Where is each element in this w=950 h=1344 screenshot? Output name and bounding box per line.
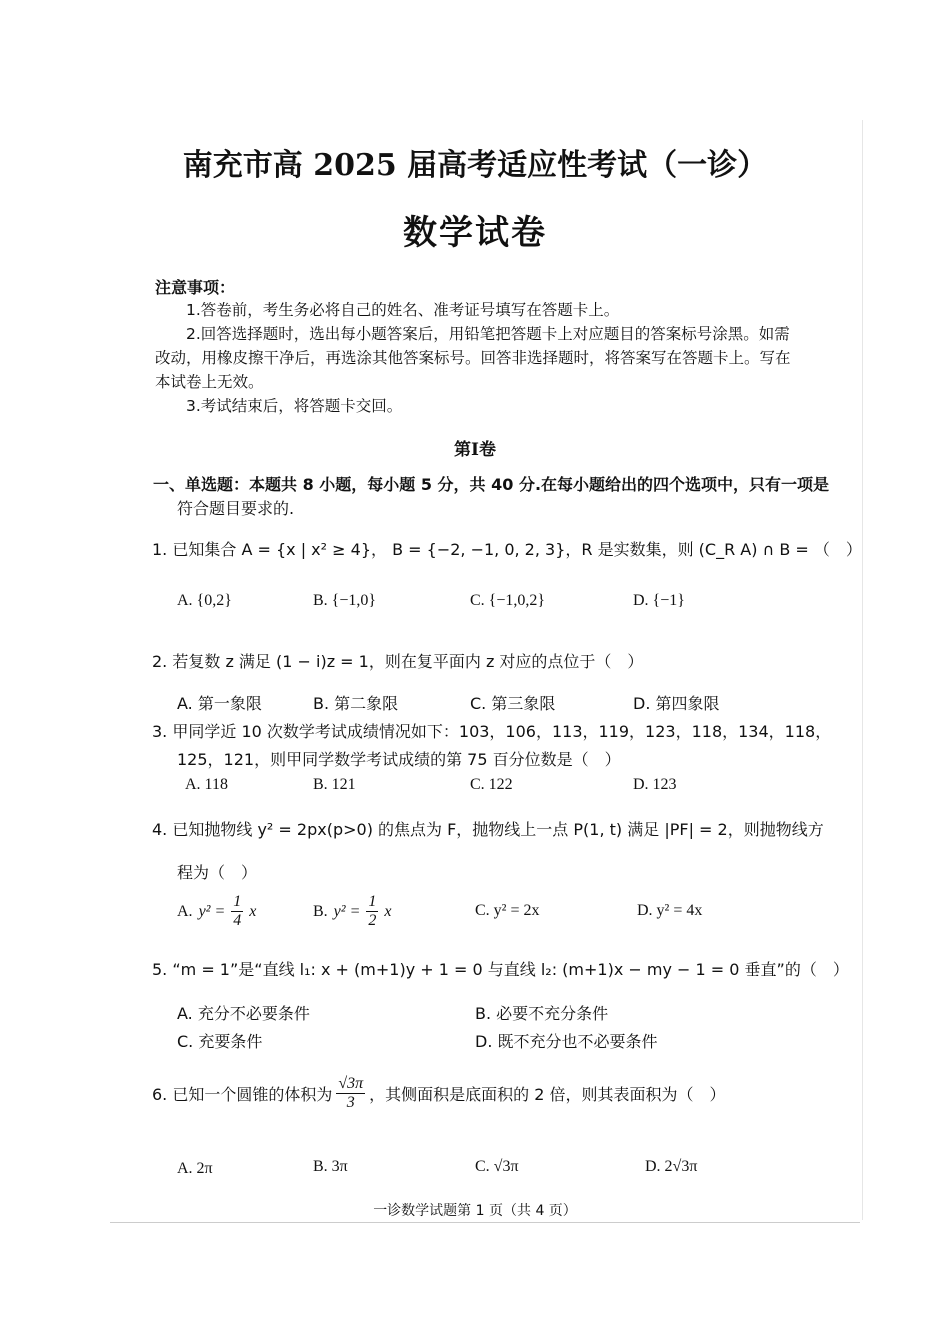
question-6-option-d: D. 2√3π: [645, 1158, 698, 1175]
note-item: 1.答卷前，考生务必将自己的姓名、准考证号填写在答题卡上。: [186, 301, 620, 319]
question-6-option-c: C. √3π: [475, 1158, 519, 1175]
question-1-option-c: C. {−1,0,2}: [470, 592, 546, 609]
question-6-stem: [152, 1075, 726, 1112]
section-heading: 第Ⅰ卷: [454, 440, 496, 460]
numerator: √3π: [338, 1075, 364, 1092]
question-2-option-c: C. 第三象限: [470, 694, 556, 713]
exam-subtitle: 数学试卷: [403, 213, 547, 253]
question-3-stem: 3. 甲同学近 10 次数学考试成绩情况如下：103，106，113，119，123，118，134，118，: [152, 722, 832, 741]
question-6-option-b: B. 3π: [313, 1158, 348, 1175]
question-3-option-a: A. 118: [185, 776, 228, 793]
page-footer: 一诊数学试题第 1 页（共 4 页）: [373, 1203, 577, 1219]
notes-heading: 注意事项：: [155, 278, 236, 297]
question-3-option-d: D. 123: [633, 776, 677, 793]
stem-text: 6. 已知一个圆锥的体积为: [152, 1085, 333, 1104]
question-5-option-b: B. 必要不充分条件: [475, 1004, 609, 1023]
question-4-option-d: D. y² = 4x: [637, 902, 703, 919]
equation-lhs: y² =: [333, 902, 361, 920]
question-5-stem: 5. “m = 1”是“直线 l₁: x + (m+1)y + 1 = 0 与直线 l₂: (m+1)x − my − 1 = 0 垂直”的（ ）: [152, 960, 849, 979]
question-5-option-d: D. 既不充分也不必要条件: [475, 1032, 658, 1051]
question-3-stem-cont: 125，121，则甲同学数学考试成绩的第 75 百分位数是（ ）: [177, 750, 621, 769]
equation-rhs: x: [249, 902, 257, 920]
question-6-option-a: A. 2π: [177, 1160, 213, 1177]
option-letter: A.: [177, 902, 193, 920]
note-item: 改动，用橡皮擦干净后，再选涂其他答案标号。回答非选择题时，将答案写在答题卡上。写在: [155, 349, 791, 367]
question-1-option-d: D. {−1}: [633, 592, 685, 609]
denominator: 3: [346, 1094, 355, 1111]
question-5-option-a: A. 充分不必要条件: [177, 1004, 310, 1023]
question-4-option-b: [313, 893, 391, 930]
exam-title: 南充市高 2025 届高考适应性考试（一诊）: [182, 148, 768, 183]
question-2-option-d: D. 第四象限: [633, 694, 720, 713]
footer-divider: [110, 1222, 860, 1223]
part-heading-cont: 符合题目要求的.: [177, 499, 295, 518]
fraction: [336, 1075, 365, 1112]
note-item: 3.考试结束后，将答题卡交回。: [186, 397, 403, 415]
question-1-stem: 1. 已知集合 A = {x | x² ≥ 4}， B = {−2, −1, 0, 2, 3}，R 是实数集，则 (C_R A) ∩ B = （ ）: [152, 540, 862, 559]
question-1-option-b: B. {−1,0}: [313, 592, 377, 609]
part-heading: 一、单选题：本题共 8 小题，每小题 5 分，共 40 分.在每小题给出的四个选项中，只有一项是: [153, 475, 830, 494]
question-4-stem: 4. 已知抛物线 y² = 2px(p>0) 的焦点为 F，抛物线上一点 P(1, t) 满足 |PF| = 2，则抛物线方: [152, 820, 824, 839]
question-3-option-b: B. 121: [313, 776, 356, 793]
fraction: [231, 893, 243, 930]
numerator: 1: [233, 893, 242, 910]
stem-text: ，其侧面积是底面积的 2 倍，则其表面积为（ ）: [369, 1085, 726, 1104]
fraction: [366, 893, 378, 930]
question-2-option-a: A. 第一象限: [177, 694, 262, 713]
equation-rhs: x: [384, 902, 392, 920]
question-4-stem-cont: 程为（ ）: [177, 863, 258, 882]
note-item: 本试卷上无效。: [155, 373, 264, 391]
question-4-option-a: [177, 893, 256, 930]
question-2-stem: 2. 若复数 z 满足 (1 − i)z = 1，则在复平面内 z 对应的点位于（ ）: [152, 652, 644, 671]
denominator: 2: [368, 912, 377, 929]
equation-lhs: y² =: [198, 902, 226, 920]
page-edge-line: [862, 120, 863, 1220]
question-4-option-c: C. y² = 2x: [475, 902, 540, 919]
question-5-option-c: C. 充要条件: [177, 1032, 263, 1051]
question-3-option-c: C. 122: [470, 776, 513, 793]
question-2-option-b: B. 第二象限: [313, 694, 399, 713]
question-1-option-a: A. {0,2}: [177, 592, 232, 609]
numerator: 1: [368, 893, 377, 910]
note-item: 2.回答选择题时，选出每小题答案后，用铅笔把答题卡上对应题目的答案标号涂黑。如需: [186, 325, 790, 343]
denominator: 4: [233, 912, 242, 929]
option-letter: B.: [313, 902, 328, 920]
